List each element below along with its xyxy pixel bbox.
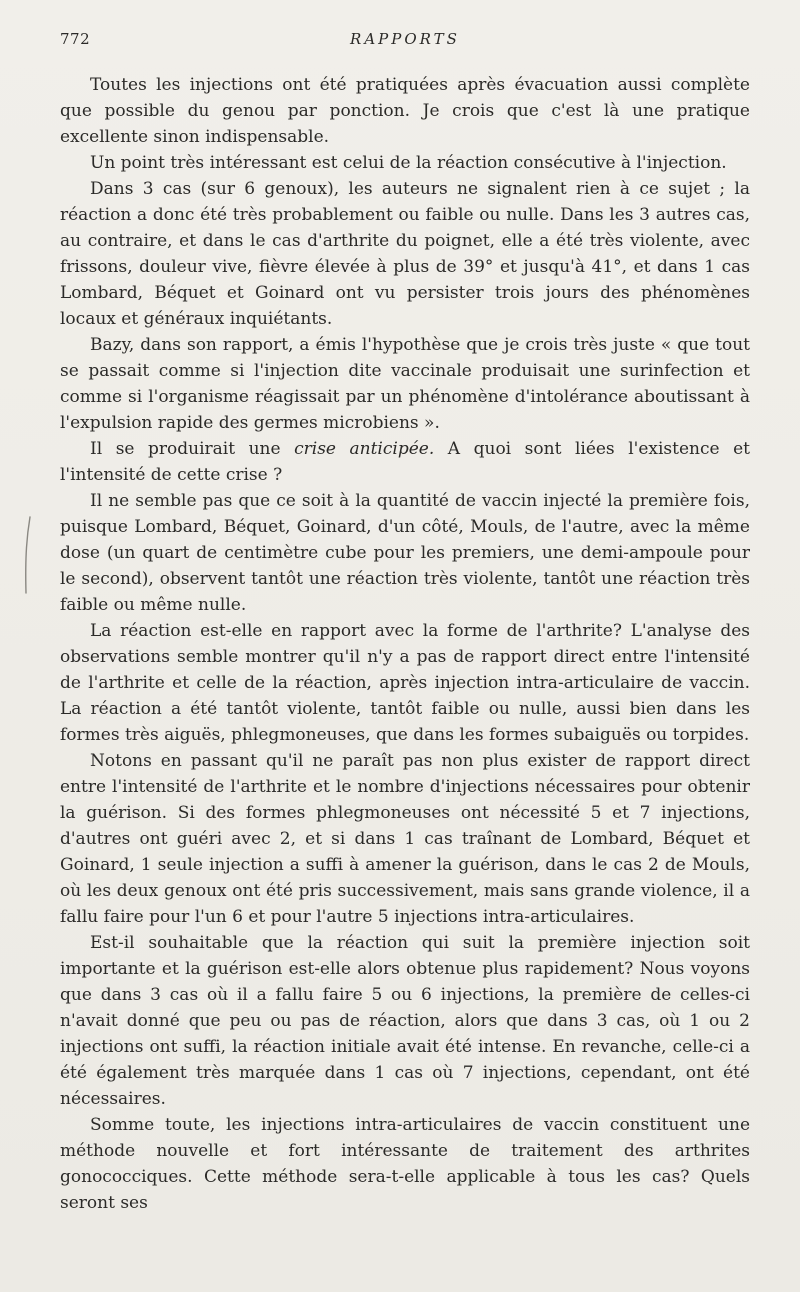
body-text <box>60 72 750 1216</box>
paragraph: Un point très intéressant est celui de la réaction consécutive à l'injection. <box>90 153 727 173</box>
paragraph-text: A quoi sont liées l'existence et l'intensité de cette crise ? <box>60 439 750 485</box>
paragraph: La réaction est-elle en rapport avec la forme de l'arthrite? L'analyse des observations semble montrer qu'il n'y a pas de rapport direct entre l'intensité de l'arthrite et celle de la réaction, après injection intra-articulaire de vaccin. La réaction a été tantôt violente, tantôt faible ou nulle, aussi bien dans les formes très aiguës, phlegmoneuses, que dans les formes subaiguës ou torpides. <box>60 621 750 745</box>
paragraph: Somme toute, les injections intra-articulaires de vaccin constituent une méthode nouvelle et fort intéressante de traitement des arthrites gonococciques. Cette méthode sera-t-elle applicable à tous les cas? Quels seront ses <box>60 1115 750 1213</box>
paragraph: Il ne semble pas que ce soit à la quantité de vaccin injecté la première fois, puisque Lombard, Béquet, Goinard, d'un côté, Mouls, de l'autre, avec la même dose (un quart de centimètre cube pour les premiers, une demi-ampoule pour le second), observent tantôt une réaction très violente, tantôt une réaction très faible ou même nulle. <box>60 491 750 615</box>
paragraph: Bazy, dans son rapport, a émis l'hypothèse que je crois très juste « que tout se passait comme si l'injection dite vaccinale produisait une surinfection et comme si l'organisme réagissait par un phénomène d'intolérance aboutissant à l'expulsion rapide des germes microbiens ». <box>60 335 750 433</box>
margin-pencil-mark <box>20 515 34 595</box>
paragraph: Dans 3 cas (sur 6 genoux), les auteurs ne signalent rien à ce sujet ; la réaction a donc été très probablement ou faible ou nulle. Dans les 3 autres cas, au contraire, et dans le cas d'arthrite du poignet, elle a été très violente, avec frissons, douleur vive, fièvre élevée à plus de 39° et jusqu'à 41°, et dans 1 cas Lombard, Béquet et Goinard ont vu persister trois jours des phénomènes locaux et généraux inquiétants. <box>60 179 750 329</box>
paragraph: Notons en passant qu'il ne paraît pas non plus exister de rapport direct entre l'intensité de l'arthrite et le nombre d'injections nécessaires pour obtenir la guérison. Si des formes phlegmoneuses ont nécessité 5 et 7 injections, d'autres ont guéri avec 2, et si dans 1 cas traînant de Lombard, Béquet et Goinard, 1 seule injection a suffi à amener la guérison, dans le cas 2 de Mouls, où les deux genoux ont été pris successivement, mais sans grande violence, il a fallu faire pour l'un 6 et pour l'autre 5 injections intra-articulaires. <box>60 751 750 927</box>
paragraph: Est-il souhaitable que la réaction qui suit la première injection soit importante et la guérison est-elle alors obtenue plus rapidement? Nous voyons que dans 3 cas où il a fallu faire 5 ou 6 injections, la première de celles-ci n'avait donné que peu ou pas de réaction, alors que dans 3 cas, où 1 ou 2 injections ont suffi, la réaction initiale avait été intense. En revanche, celle-ci a été également très marquée dans 1 cas où 7 injections, cependant, ont été nécessaires. <box>60 933 750 1109</box>
page-header <box>60 30 750 52</box>
running-title: RAPPORTS <box>350 30 460 48</box>
paragraph-text: Il se produirait une <box>90 439 295 459</box>
paragraph <box>60 436 750 488</box>
page-number: 772 <box>60 30 91 48</box>
emphasized-text: crise anticipée. <box>294 439 435 459</box>
paragraph: Toutes les injections ont été pratiquées après évacuation aussi complète que possible du genou par ponction. Je crois que c'est là une pratique excellente sinon indispensable. <box>60 75 750 147</box>
